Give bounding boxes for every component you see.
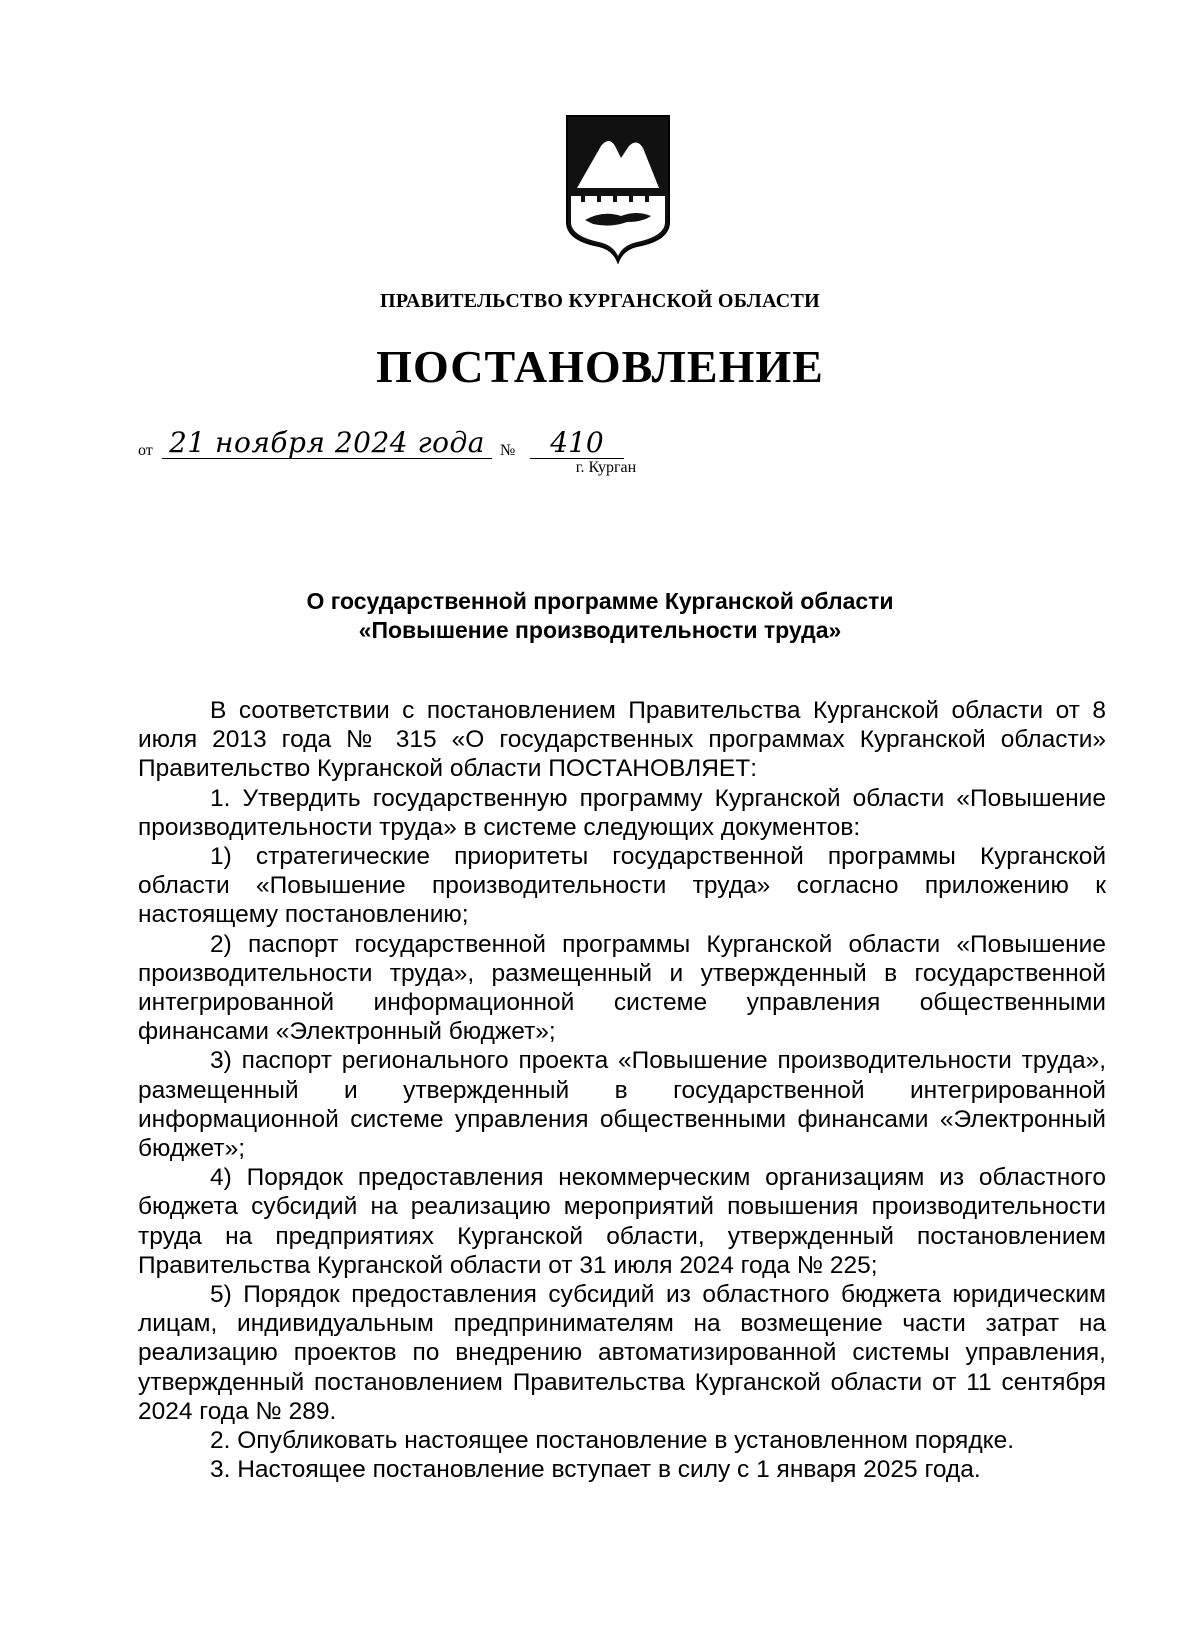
- sub-item-3-paragraph: 3) паспорт регионального проекта «Повышение производительности труда», размещенный и утвержденный в государственной интегрированной информационной системе управления общественными финансами «Электронный бюджет»;: [138, 1047, 1106, 1163]
- title-line-2: «Повышение производительности труда»: [358, 617, 842, 643]
- coat-of-arms-emblem: [563, 112, 673, 264]
- number-sign: №: [500, 442, 516, 459]
- document-title: [0, 587, 1200, 645]
- item-1-paragraph: 1. Утвердить государственную программу Курганской области «Повышение производительности труда» в системе следующих документов:: [138, 784, 1106, 841]
- government-name: ПРАВИТЕЛЬСТВО КУРГАНСКОЙ ОБЛАСТИ: [380, 290, 820, 312]
- sub-item-2-paragraph: 2) паспорт государственной программы Курганской области «Повышение производительности труда», размещенный и утвержденный в государственной интегрированной информационной системе управления общественными финансами «Электронный бюджет»;: [138, 930, 1106, 1046]
- handwritten-date: 21 ноября 2024 года: [169, 426, 485, 459]
- sub-item-5-paragraph: 5) Порядок предоставления субсидий из областного бюджета юридическим лицам, индивидуальным предпринимателям на возмещение части затрат на реализацию проектов по внедрению автоматизированной системы управления, утвержденный постановлением Правительства Курганской области от 11 сентября 2024 года № 289.: [138, 1281, 1106, 1425]
- item-3-paragraph: 3. Настоящее постановление вступает в силу с 1 января 2025 года.: [210, 1456, 981, 1484]
- item-2-paragraph: 2. Опубликовать настоящее постановление в установленном порядке.: [210, 1427, 1015, 1455]
- document-type-heading: ПОСТАНОВЛЕНИЕ: [376, 341, 824, 392]
- document-body: [138, 696, 1106, 1484]
- city-label: г. Курган: [575, 459, 637, 476]
- sub-item-1-paragraph: 1) стратегические приоритеты государственной программы Курганской области «Повышение производительности труда» согласно приложению к настоящему постановлению;: [138, 843, 1106, 929]
- sub-item-4-paragraph: 4) Порядок предоставления некоммерческим организациям из областного бюджета субсидий на реализацию мероприятий повышения производительности труда на предприятиях Курганской области, утвержденный постановлением Правительства Курганской области от 31 июля 2024 года № 225;: [138, 1164, 1106, 1279]
- date-prefix: от: [138, 442, 153, 459]
- preamble-paragraph: В соответствии с постановлением Правительства Курганской области от 8 июля 2013 года № 315 «О государственных программах Курганской области» Правительство Курганской области ПОСТАНОВЛЯЕТ:: [138, 697, 1106, 783]
- title-line-1: О государственной программе Курганской области: [306, 588, 894, 614]
- handwritten-number: 410: [550, 426, 604, 459]
